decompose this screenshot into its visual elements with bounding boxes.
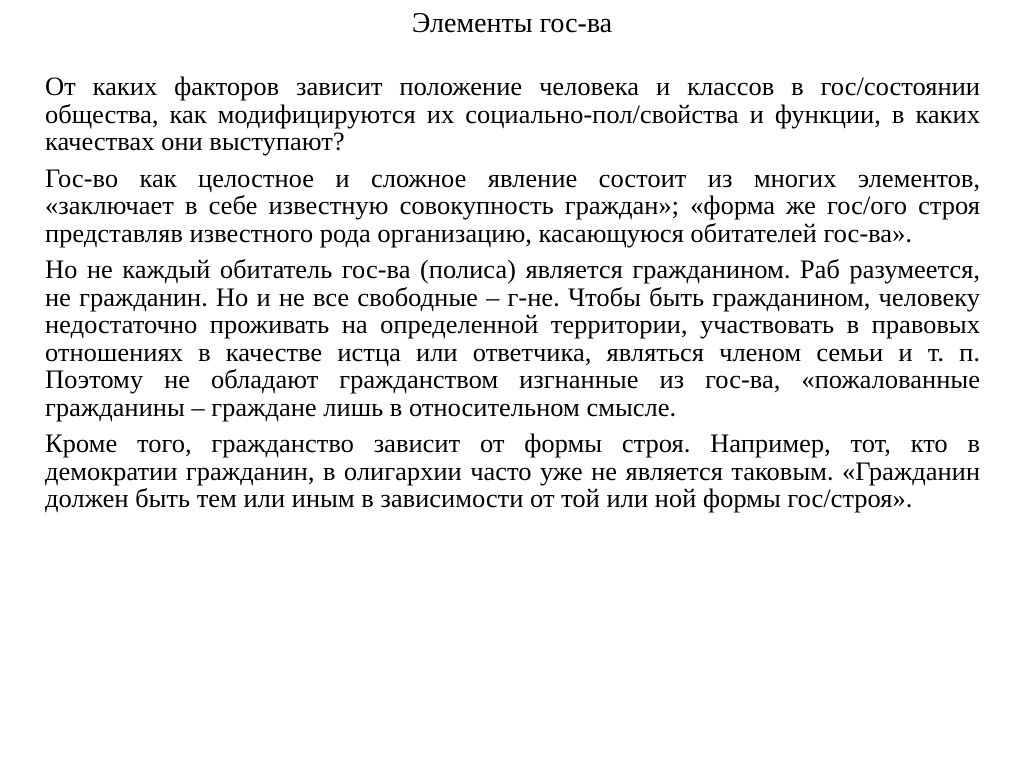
paragraph-2: Гос-во как целостное и сложное явление состоит из многих элементов, «заключает в себе известную совокупность граждан»; «форма же гос/ого строя представляв известного рода организацию, касающуюся обитателей гос-ва». xyxy=(45,162,980,248)
paragraph-4: Кроме того, гражданство зависит от формы строя. Например, тот, кто в демократии гражданин, в олигархии часто уже не является таковым. «Гражданин должен быть тем или иным в зависимости от той или ной формы гос/строя». xyxy=(45,428,980,513)
paragraph-1: От каких факторов зависит положение человека и классов в гос/состоянии общества, как модифицируются их социально-пол/свойства и функции, в каких качествах они выступают? xyxy=(45,71,980,156)
slide-body xyxy=(45,73,980,522)
paragraph-3: Но не каждый обитатель гос-ва (полиса) является гражданином. Раб разумеется, не гражданин. Но и не все свободные – г-не. Чтобы быть гражданином, человеку недостаточно проживать на определенной территории, участвовать в правовых отношениях в качестве истца или ответчика, являться членом семьи и т. п. Поэтому не обладают гражданством изгнанные из гос-ва, «пожалованные гражданины – граждане лишь в относительном смысле. xyxy=(45,254,980,422)
slide-title: Элементы гос-ва xyxy=(411,8,613,39)
